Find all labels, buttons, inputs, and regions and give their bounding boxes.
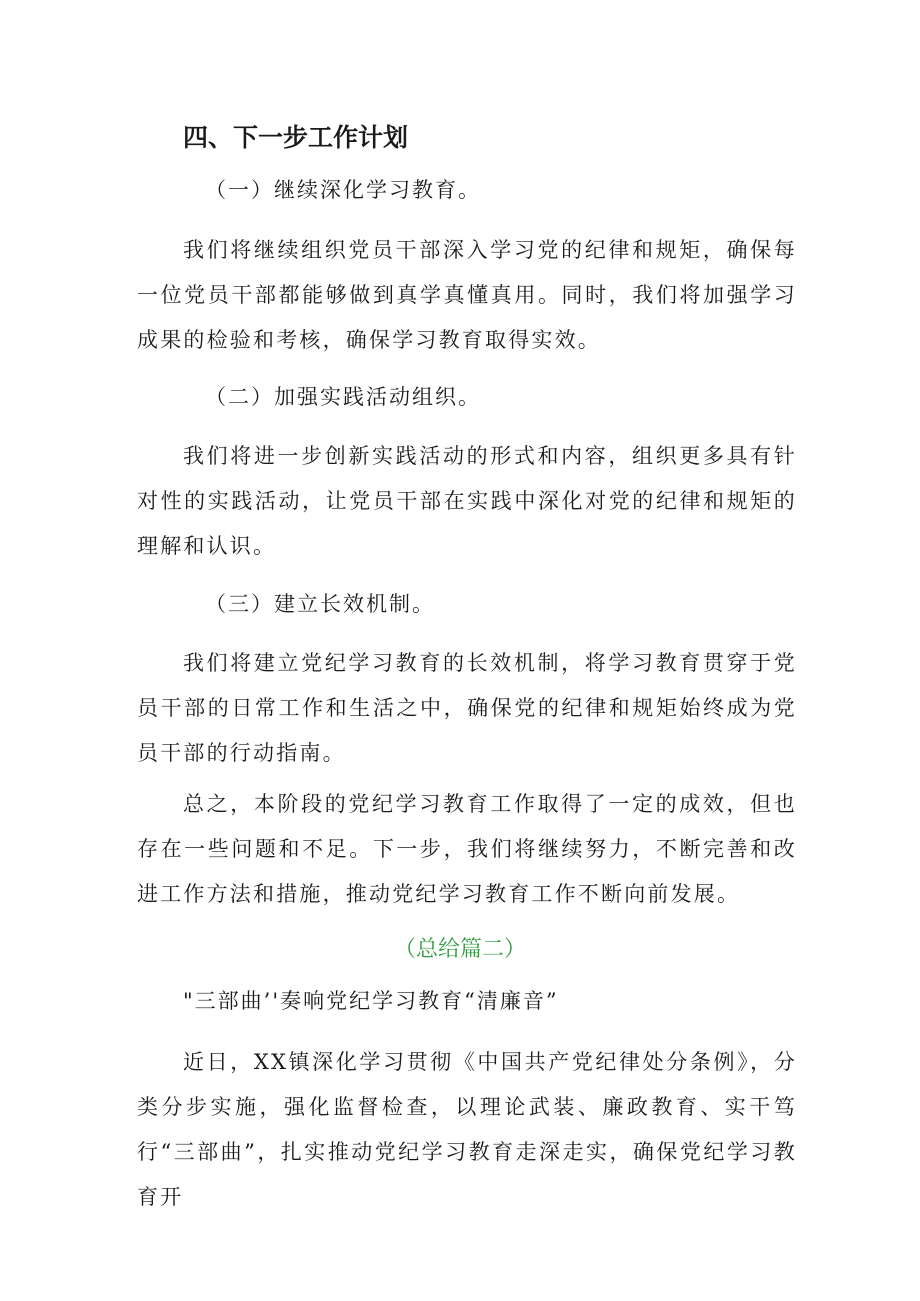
subheading-1: （一）继续深化学习教育。 <box>205 178 481 202</box>
subheading-2: （二）加强实践活动组织。 <box>205 385 481 409</box>
section-heading: 四、下一步工作计划 <box>183 123 409 152</box>
paragraph-3: 我们将建立党纪学习教育的长效机制，将学习教育贯穿于党员干部的日常工作和生活之中，确保党的纪律和规矩始终成为党员干部的行动指南。 <box>137 651 797 765</box>
part-two-headline: "三部曲’'奏响党纪学习教育“清廉音” <box>183 989 559 1013</box>
subheading-3: （三）建立长效机制。 <box>205 592 435 616</box>
paragraph-2: 我们将进一步创新实践活动的形式和内容，组织更多具有针对性的实践活动，让党员干部在实践中深化对党的纪律和规矩的理解和认识。 <box>137 444 797 558</box>
part-two-paragraph: 近日，XX镇深化学习贯彻《中国共产党纪律处分条例》，分类分步实施，强化监督检查，以理论武装、廉政教育、实干笃行“三部曲”，扎实推动党纪学习教育走深走实，确保党纪学习教育开 <box>137 1050 797 1209</box>
paragraph-1: 我们将继续组织党员干部深入学习党的纪律和规矩，确保每一位党员干部都能够做到真学真懂真用。同时，我们将加强学习成果的检验和考核，确保学习教育取得实效。 <box>137 238 797 352</box>
part-two-title: （总给篇二） <box>393 937 526 962</box>
conclusion-paragraph: 总之，本阶段的党纪学习教育工作取得了一定的成效，但也存在一些问题和不足。下一步，我们将继续努力，不断完善和改进工作方法和措施，推动党纪学习教育工作不断向前发展。 <box>137 792 797 906</box>
